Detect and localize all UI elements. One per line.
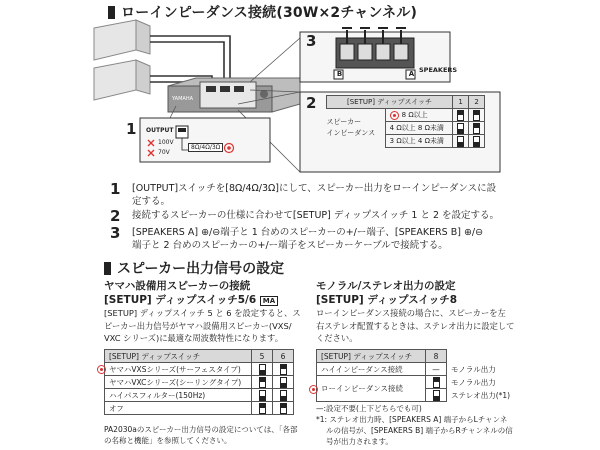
- dip-switch-icon: [473, 123, 480, 134]
- dip-switch-icon: [473, 136, 480, 147]
- table-row: オフ: [105, 402, 294, 415]
- option-70v: 70V: [158, 149, 170, 156]
- table-row: 3 Ω以上 4 Ω未満: [385, 135, 452, 148]
- right-notes: —:設定不要(上下どちらでも可) *1: ステレオ出力時、[SPEAKERS A] 端子からLチャンネ ルの信号が、[SPEAKERS B] 端子からRチャンネルの信 号が出力されます。: [316, 404, 513, 446]
- table-row: ヤマハVXCシリーズ(シーリングタイプ): [105, 376, 294, 389]
- dip-switch-icon: [457, 123, 464, 134]
- diagram-step-1-label: 1: [126, 120, 137, 138]
- dip-switch-icon: [280, 364, 287, 375]
- selected-mark-icon: [97, 365, 106, 374]
- step-number: 3: [110, 224, 121, 242]
- step-number: 2: [110, 207, 121, 225]
- dip-switch-icon: [433, 377, 440, 388]
- dip-switch-icon: [259, 403, 266, 414]
- step-2-text: 接続するスピーカーの仕様に合わせて[SETUP] ディップスイッチ 1 と 2 を設定する。: [132, 210, 500, 221]
- dip-switch-icon: [473, 110, 480, 121]
- output-switch-label: OUTPUT: [146, 127, 174, 134]
- connection-diagram: [0, 0, 600, 185]
- speaker-type-switch-table: [SETUP] ディップスイッチ 5 6 ヤマハVXSシリーズ(サーフェスタイプ) ヤマハVXCシリーズ(シーリングタイプ) ハイパスフィルター(150Hz) オフ: [104, 349, 294, 415]
- option-100v: 100V: [158, 139, 174, 146]
- impedance-switch-table: [SETUP] ディップスイッチ 1 2 スピーカー インピーダンス 8 Ω以上 4 Ω以上 8 Ω未満 3 Ω以上 4 Ω未満: [326, 95, 485, 148]
- right-subtitle: モノラル/ステレオ出力の設定: [316, 280, 456, 292]
- dip-switch-icon: [457, 136, 464, 147]
- step-1-text: [OUTPUT]スイッチを[8Ω/4Ω/3Ω]にして、スピーカー出力をローインピーダンスに設 定する。: [132, 183, 497, 207]
- dip-switch-icon: [259, 390, 266, 401]
- speakers-label: SPEAKERS: [419, 66, 458, 74]
- dip-switch-icon: [259, 377, 266, 388]
- mono-stereo-switch-table: [SETUP] ディップスイッチ 8 ハイインピーダンス接続 — モノラル出力 ローインピーダンス接続 モノラル出力 ステレオ出力(*1): [316, 349, 515, 402]
- dip-switch-icon: [280, 390, 287, 401]
- step-number: 1: [110, 180, 121, 198]
- selected-mark-icon: [309, 385, 318, 394]
- dip-switch-icon: [280, 377, 287, 388]
- table-row: ハイインピーダンス接続 — モノラル出力: [317, 363, 515, 376]
- table-row: 8 Ω以上: [385, 109, 452, 122]
- table-row: ローインピーダンス接続 モノラル出力: [317, 376, 515, 389]
- right-body: ローインピーダンス接続の場合に、スピーカーを左 右ステレオ配置するときは、ステレオ出力に設定して ください。: [316, 308, 515, 343]
- left-subtitle: ヤマハ設備用スピーカーの接続: [104, 280, 251, 292]
- table-row: ステレオ出力(*1): [317, 389, 515, 402]
- left-subtitle-switch: [SETUP] ディップスイッチ5/6 MA: [104, 292, 278, 307]
- step-3-text: [SPEAKERS A] ⊕/⊖端子と 1 台めのスピーカーの+/ー端子、[SPEAKERS B] ⊕/⊖ 端子と 2 台めのスピーカーの+/ー端子をスピーカーケーブルで接続する。: [132, 227, 484, 251]
- diagram-step-2-label: 2: [306, 94, 317, 112]
- selected-mark-icon: [390, 111, 399, 120]
- table-row: 4 Ω以上 8 Ω未満: [385, 122, 452, 135]
- dip-switch-icon: [259, 364, 266, 375]
- right-subtitle-switch: [SETUP] ディップスイッチ8: [316, 294, 457, 306]
- brand-logo: YAMAHA: [172, 96, 194, 102]
- section-title-output-signal: スピーカー出力信号の設定: [104, 258, 284, 278]
- table-row: ハイパスフィルター(150Hz): [105, 389, 294, 402]
- ma-badge: MA: [260, 296, 278, 306]
- dip-switch-icon: [433, 390, 440, 401]
- dip-switch-icon: [280, 403, 287, 414]
- amplifier-icon: [168, 78, 300, 112]
- speaker-a-label: A: [408, 70, 415, 78]
- table-row: ヤマハVXSシリーズ(サーフェスタイプ): [105, 363, 294, 376]
- speaker-b-label: B: [336, 70, 343, 78]
- left-note: PA2030aのスピーカー出力信号の設定については、「各部 の名称と機能」を参照してください。: [104, 425, 298, 445]
- speaker-1-icon: [94, 20, 150, 60]
- diagram-step-3-label: 3: [306, 32, 317, 50]
- section-title-low-impedance: ローインピーダンス接続(30W×2チャンネル): [108, 2, 417, 22]
- speaker-2-icon: [94, 60, 150, 100]
- left-body: [SETUP] ディップスイッチ 5 と 6 を設定すると、ス ピーカー出力信号がヤマハ設備用スピーカー(VXS/ VXC シリーズ)に最適な周波数特性になります。: [104, 308, 301, 343]
- dip-switch-icon: [457, 110, 464, 121]
- bullet-square-icon: [104, 262, 111, 275]
- option-low-impedance: 8Ω/4Ω/3Ω: [188, 143, 223, 152]
